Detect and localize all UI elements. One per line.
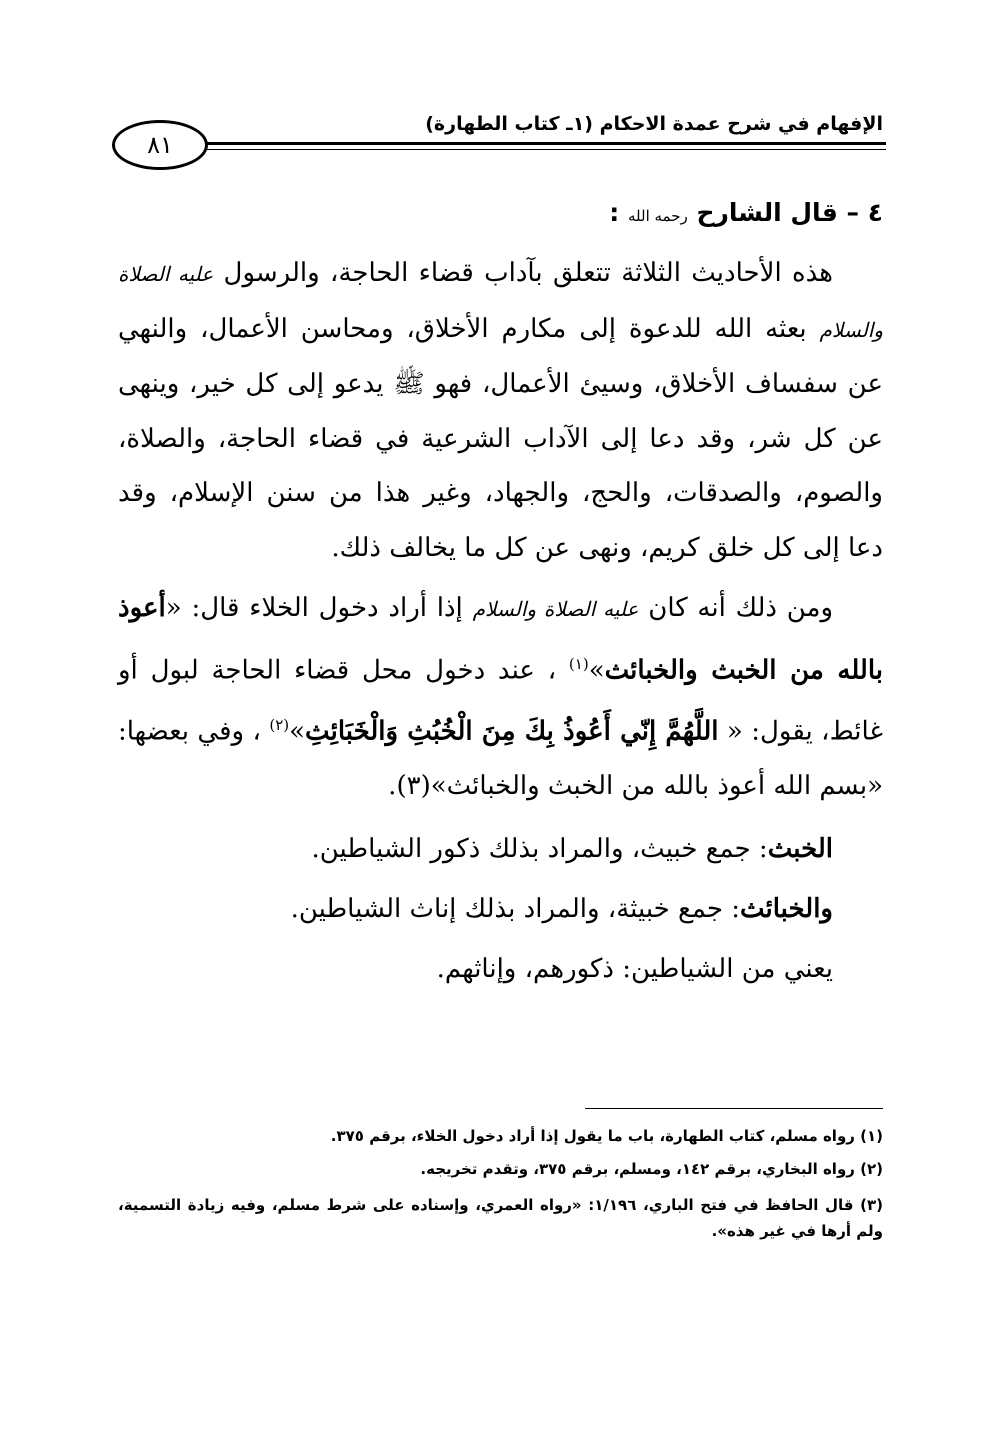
honorific-glyph: رحمه الله (628, 207, 688, 225)
quote-open: « (726, 716, 743, 747)
header-rule-thick (200, 142, 886, 145)
salawat-phrase: عليه الصلاة والسلام (472, 597, 639, 621)
quote-open: « (165, 593, 182, 623)
para1-part-c: يدعو إلى كل خير، وينهى عن كل شر، وقد دعا إلى الآداب الشرعية في قضاء الحاجة، والصلاة، والصوم، والصدقات، والحج، والجهاد، وغير هذا من سنن الإسلام، وقد دعا إلى كل خلق كريم، ونهى عن كل ما يخالف ذلك. (118, 369, 883, 563)
quote-close: » (289, 716, 306, 747)
hadith-text-3: بسم الله أعوذ بالله من الخبث والخبائث (446, 770, 868, 801)
footnotes (118, 1120, 883, 1244)
definition-item (118, 819, 883, 879)
salawat-phrase: عليه الصلاة والسلام (118, 262, 884, 342)
quote-close: » (430, 770, 447, 801)
footnote-ref-2[interactable]: (٢) (269, 715, 290, 734)
para2-part-a: ومن ذلك أنه كان (648, 593, 834, 623)
paragraph-1 (118, 246, 883, 575)
quote-close: » (588, 655, 605, 686)
definition-text: يعني من الشياطين: ذكورهم، وإناثهم. (436, 954, 833, 985)
definition-text: : جمع خبيثة، والمراد بذلك إناث الشياطين. (290, 894, 740, 925)
footnote-3: (٣) قال الحافظ في فتح الباري، ١/١٩٦: «رواه العمري، وإسناده على شرط مسلم، وفيه زيادة التسمية، ولم أرها في غير هذه». (118, 1196, 883, 1240)
header-rule-thin (200, 149, 886, 150)
salawat-glyph: ﷺ (393, 369, 425, 399)
running-title: الإفهام في شرح عمدة الاحكام (١ـ كتاب الطهارة) (425, 113, 883, 135)
definitions (118, 819, 883, 999)
section-heading (118, 190, 883, 236)
heading-text: ٤ – قال الشارح (696, 198, 883, 227)
para2-part-d: ، وفي بعضها: (118, 716, 261, 747)
definition-item (118, 879, 883, 939)
quote-open: « (867, 770, 883, 801)
page-number: ٨١ (112, 120, 208, 170)
definition-text: : جمع خبيث، والمراد بذلك ذكور الشياطين. (311, 834, 768, 865)
footnote-ref-1[interactable]: (١) (568, 654, 589, 673)
main-text (118, 190, 883, 999)
footnote-separator (585, 1108, 883, 1109)
para2-end: . (388, 770, 397, 801)
hadith-text-2: اللَّهُمَّ إِنّي أَعُوذُ بِكَ مِنَ الْخُبُثِ وَالْخَبَائِثِ (305, 716, 719, 747)
para1-part-a: هذه الأحاديث الثلاثة تتعلق بآداب قضاء الحاجة، والرسول (223, 258, 834, 288)
paragraph-2 (118, 581, 883, 813)
para1-part-b: بعثه الله للدعوة إلى مكارم الأخلاق، ومحاسن الأعمال، والنهي عن سفساف الأخلاق، وسيئ الأعمال، فهو (118, 313, 883, 399)
footnote-1: (١) رواه مسلم، كتاب الطهارة، باب ما يقول إذا أراد دخول الخلاء، برقم ٣٧٥. (330, 1127, 883, 1145)
footnote-2: (٢) رواه البخاري، برقم ١٤٢، ومسلم، برقم ٣٧٥، وتقدم تخريجه. (420, 1160, 883, 1178)
definition-item (118, 939, 883, 999)
hadith-text-1: أعوذ بالله من الخبث والخبائث (118, 593, 884, 686)
para2-part-b: إذا أراد دخول الخلاء قال: (191, 593, 463, 623)
footnote-ref-3[interactable]: (٣) (396, 770, 431, 801)
definition-term: الخبث (767, 834, 833, 865)
definition-term: والخبائث (739, 894, 833, 925)
para2-part-c: ، عند دخول محل قضاء الحاجة لبول أو غائط، يقول: (118, 655, 884, 747)
heading-colon: : (609, 198, 620, 227)
